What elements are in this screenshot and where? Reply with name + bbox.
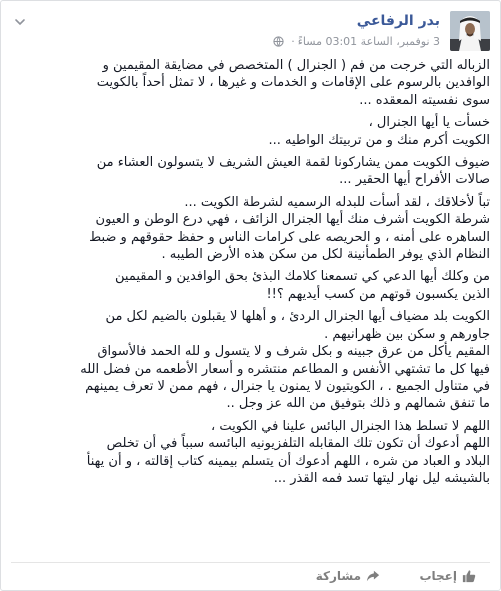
post-paragraph: الزباله التي خرجت من فم ( الجنرال ) المتخصص في مضايقة المقيمين و الوافدين بالرسوم على الإقامات و الخدمات و غيرها ، لا تمثل أحداً بالكويت سوى نفسيته المعقده ...	[96, 58, 490, 108]
like-label: إعجاب	[419, 569, 457, 583]
avatar-image	[450, 11, 490, 51]
post-meta	[273, 35, 440, 50]
share-button[interactable]	[316, 569, 380, 583]
post-paragraph: خسأت يا أيها الجنرال ، الكويت أكرم منك و من تربيتك الواطيه ...	[268, 115, 490, 148]
like-button[interactable]	[419, 569, 476, 583]
post-paragraph: من وكلك أيها الدعي كي تسمعنا كلامك البذئ بحق الوافدين و المقيمين الذين يكسبون قوتهم من كسب أيديهم ؟!!	[115, 269, 490, 302]
chevron-down-icon[interactable]	[11, 13, 29, 31]
post-actions	[11, 567, 490, 587]
post-paragraph: الكويت بلد مضياف أيها الجنرال الردئ ، و أهلها لا يقبلون بالضيم لكل من جاورهم و سكن بين ظهرانيهم . المقيم يأكل من عرق جبينه و بكل شرف و لا يتسول و لله الحمد فالأسواق فيها كل ما تشتهي الأنفس و المطاعم منتشره و أسعار الأطعمه من فضل الله في متناول الجميع . ، الكويتيون لا يمنون يا جنرال ، فهم ممن لا تعرف يمينهم ما تنفق شمالهم و ذلك بتوفيق من الله عز وجل ..	[80, 309, 490, 412]
globe-icon[interactable]	[273, 36, 284, 50]
post-body	[11, 57, 490, 492]
meta-separator: ·	[291, 35, 295, 48]
thumbs-up-icon	[462, 569, 476, 583]
share-label: مشاركة	[315, 569, 361, 583]
post-paragraph: تباً لأخلاقك ، لقد أسأت للبدله الرسميه لشرطة الكويت ... شرطة الكويت أشرف منك أيها الجنرال الزائف ، فهي درع الوطن و العيون الساهره على أمنه ، و الحريصه على كرامات الناس و حفظ حقوقهم و ضبط النظام الذي يوفر الطمأنينة لكل من سكن هذه الأرض الطيبه .	[89, 194, 490, 263]
post-timestamp[interactable]: 3 نوفمبر، الساعة 03:01 مساءً	[297, 35, 440, 48]
post-paragraph: ضيوف الكويت ممن يشاركونا لقمة العيش الشريف لا يتسولون العشاء من صالات الأفراح أيها الحقير ...	[96, 155, 490, 188]
share-icon	[366, 569, 380, 583]
author-name[interactable]: بدر الرفاعي	[356, 13, 440, 29]
post-paragraph: اللهم لا تسلط هذا الجنرال البائس علينا في الكويت ، اللهم أدعوك أن تكون تلك المقابله التلفزيونيه البائسه سبباً في أن تخلص البلاد و العباد من شره ، اللهم أدعوك أن يتسلم بيمينه كتاب إقالته ، و أن يهنأ بالشيشه ليل نهار ليتها تسد فمه القذر ...	[86, 418, 490, 486]
avatar[interactable]	[450, 11, 490, 51]
post-header	[11, 9, 490, 53]
action-divider	[11, 562, 490, 563]
